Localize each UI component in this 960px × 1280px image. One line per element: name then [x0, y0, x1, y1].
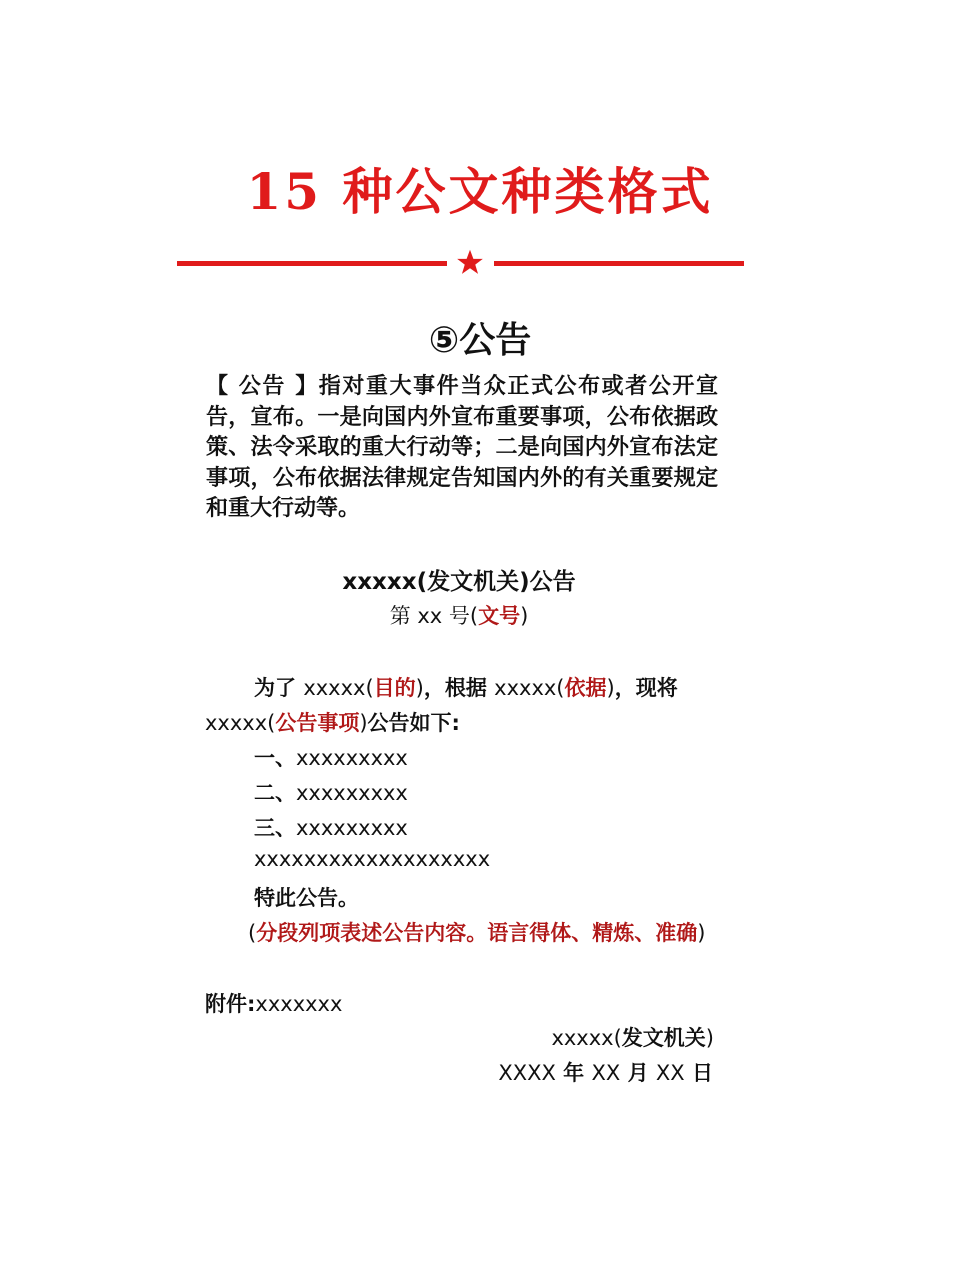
divider-right: [494, 261, 744, 266]
guidance-note-text: 分段列项表述公告内容。语言得体、精炼、准确: [256, 921, 698, 945]
divider-left: [177, 261, 447, 266]
section-title: ⑤公告: [428, 320, 532, 361]
list-item: [254, 742, 408, 772]
text: 日: [684, 1061, 713, 1085]
page-title: 15 种公文种类格式: [246, 162, 714, 221]
filler-line: xxxxxxxxxxxxxxxxxxx: [254, 847, 491, 871]
attachment-line: [205, 988, 342, 1018]
date-line: [400, 1057, 713, 1087]
intro-paragraph: [206, 372, 718, 525]
list-item-number: 一、: [254, 746, 296, 770]
list-item-text: xxxxxxxxx: [296, 816, 408, 840]
text: 公告如下:: [367, 711, 460, 735]
doc-number-suffix: ): [520, 604, 529, 628]
issuing-agency: 发文机关: [621, 1026, 706, 1050]
text: ，根据: [423, 676, 495, 700]
date-day: XX: [655, 1061, 685, 1085]
attachment-label: 附件:: [205, 992, 256, 1016]
text: ): [359, 711, 368, 735]
list-item: [254, 812, 408, 842]
list-item-number: 三、: [254, 816, 296, 840]
signature-line: [400, 1022, 714, 1052]
date-year: XXXX: [498, 1061, 556, 1085]
text: ): [705, 1026, 714, 1050]
attachment-value: xxxxxxx: [255, 992, 343, 1016]
placeholder-text: xxxxx(: [303, 676, 374, 700]
text: 月: [620, 1061, 656, 1085]
guidance-note: [248, 917, 705, 947]
list-item-number: 二、: [254, 781, 296, 805]
org-title: xxxxx(发文机关)公告: [342, 569, 576, 595]
intro-text: 指对重大事件当众正式公布或者公开宣告，宣布。一是向国内外宣布重要事项，公布依据政策、法令采取的重大行动等；二是向国内外宣布法定事项，公布依据法律规定告知国内外的有关重要规定和重大行动等。: [206, 374, 718, 521]
list-item: [254, 777, 408, 807]
text: ): [606, 676, 615, 700]
placeholder-text: xxxxx(: [494, 676, 565, 700]
list-item-text: xxxxxxxxx: [296, 746, 408, 770]
highlight-matter: 公告事项: [275, 711, 360, 735]
text: ，现将: [614, 676, 678, 700]
date-month: XX: [591, 1061, 621, 1085]
text: xxxxx(: [551, 1026, 622, 1050]
text: ): [697, 921, 706, 945]
list-item-text: xxxxxxxxx: [296, 781, 408, 805]
text: 年: [555, 1061, 592, 1085]
star-icon: [456, 248, 484, 276]
highlight-basis: 依据: [564, 676, 607, 700]
doc-number: [0, 600, 918, 630]
body-line-1: [254, 672, 678, 702]
body-line-2: [205, 707, 460, 737]
doc-number-highlight: 文号: [478, 604, 521, 628]
highlight-purpose: 目的: [373, 676, 416, 700]
text: 为了: [254, 676, 304, 700]
intro-term: 【 公告 】: [206, 374, 319, 399]
doc-number-prefix: 第 xx 号(: [389, 604, 479, 628]
text: ): [415, 676, 424, 700]
closing-line: 特此公告。: [254, 886, 359, 910]
placeholder-text: xxxxx(: [205, 711, 276, 735]
text: (: [248, 921, 257, 945]
